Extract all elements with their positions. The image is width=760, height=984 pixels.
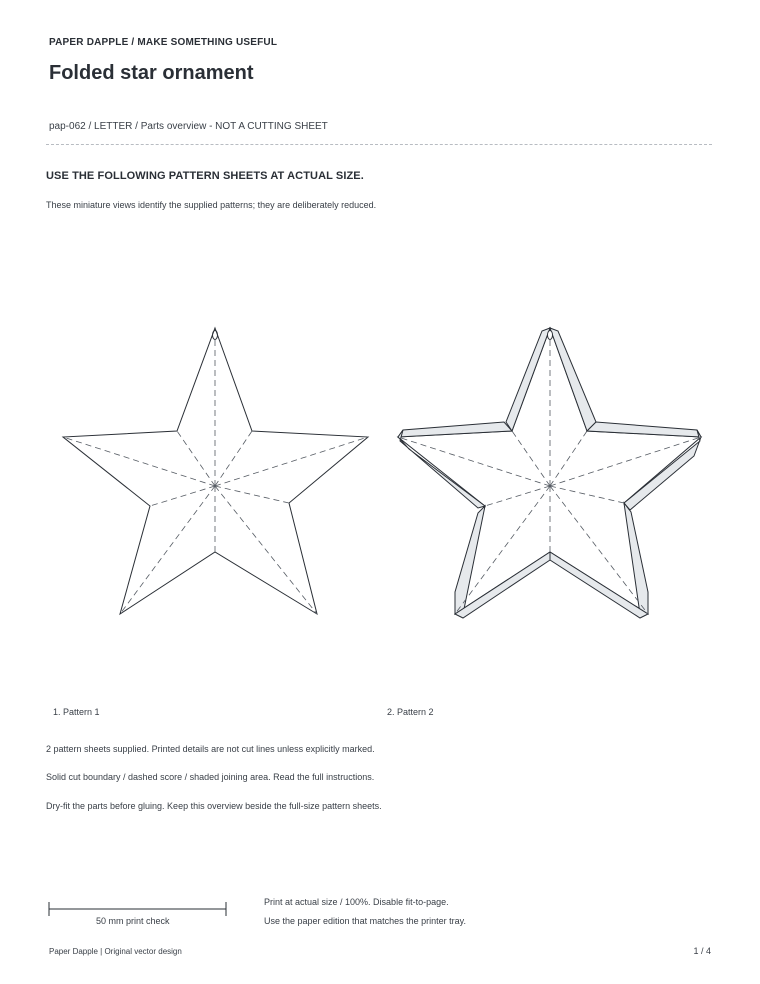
pattern-2-star-diagram (395, 322, 707, 620)
page-number: 1 / 4 (693, 946, 711, 956)
header-divider (46, 144, 712, 145)
pattern-1-star-diagram (60, 322, 372, 618)
scale-bar-label: 50 mm print check (96, 916, 170, 926)
footer-credit: Paper Dapple | Original vector design (49, 947, 182, 956)
document-meta: pap-062 / LETTER / Parts overview - NOT A CUTTING SHEET (49, 121, 328, 132)
page-title: Folded star ornament (49, 62, 254, 84)
brand-line: PAPER DAPPLE / MAKE SOMETHING USEFUL (49, 37, 278, 48)
note-line: Dry-fit the parts before gluing. Keep this overview beside the full-size pattern sheets. (46, 801, 382, 811)
pattern-2-caption: 2. Pattern 2 (387, 707, 434, 717)
print-instruction: Use the paper edition that matches the printer tray. (264, 916, 466, 926)
print-instruction: Print at actual size / 100%. Disable fit-to-page. (264, 897, 449, 907)
intro-text: These miniature views identify the supplied patterns; they are deliberately reduced. (46, 200, 377, 210)
note-line: 2 pattern sheets supplied. Printed details are not cut lines unless explicitly marked. (46, 744, 375, 754)
section-heading: USE THE FOLLOWING PATTERN SHEETS AT ACTUAL SIZE. (46, 170, 364, 182)
pattern-1-caption: 1. Pattern 1 (53, 707, 100, 717)
note-line: Solid cut boundary / dashed score / shaded joining area. Read the full instructions. (46, 772, 375, 782)
